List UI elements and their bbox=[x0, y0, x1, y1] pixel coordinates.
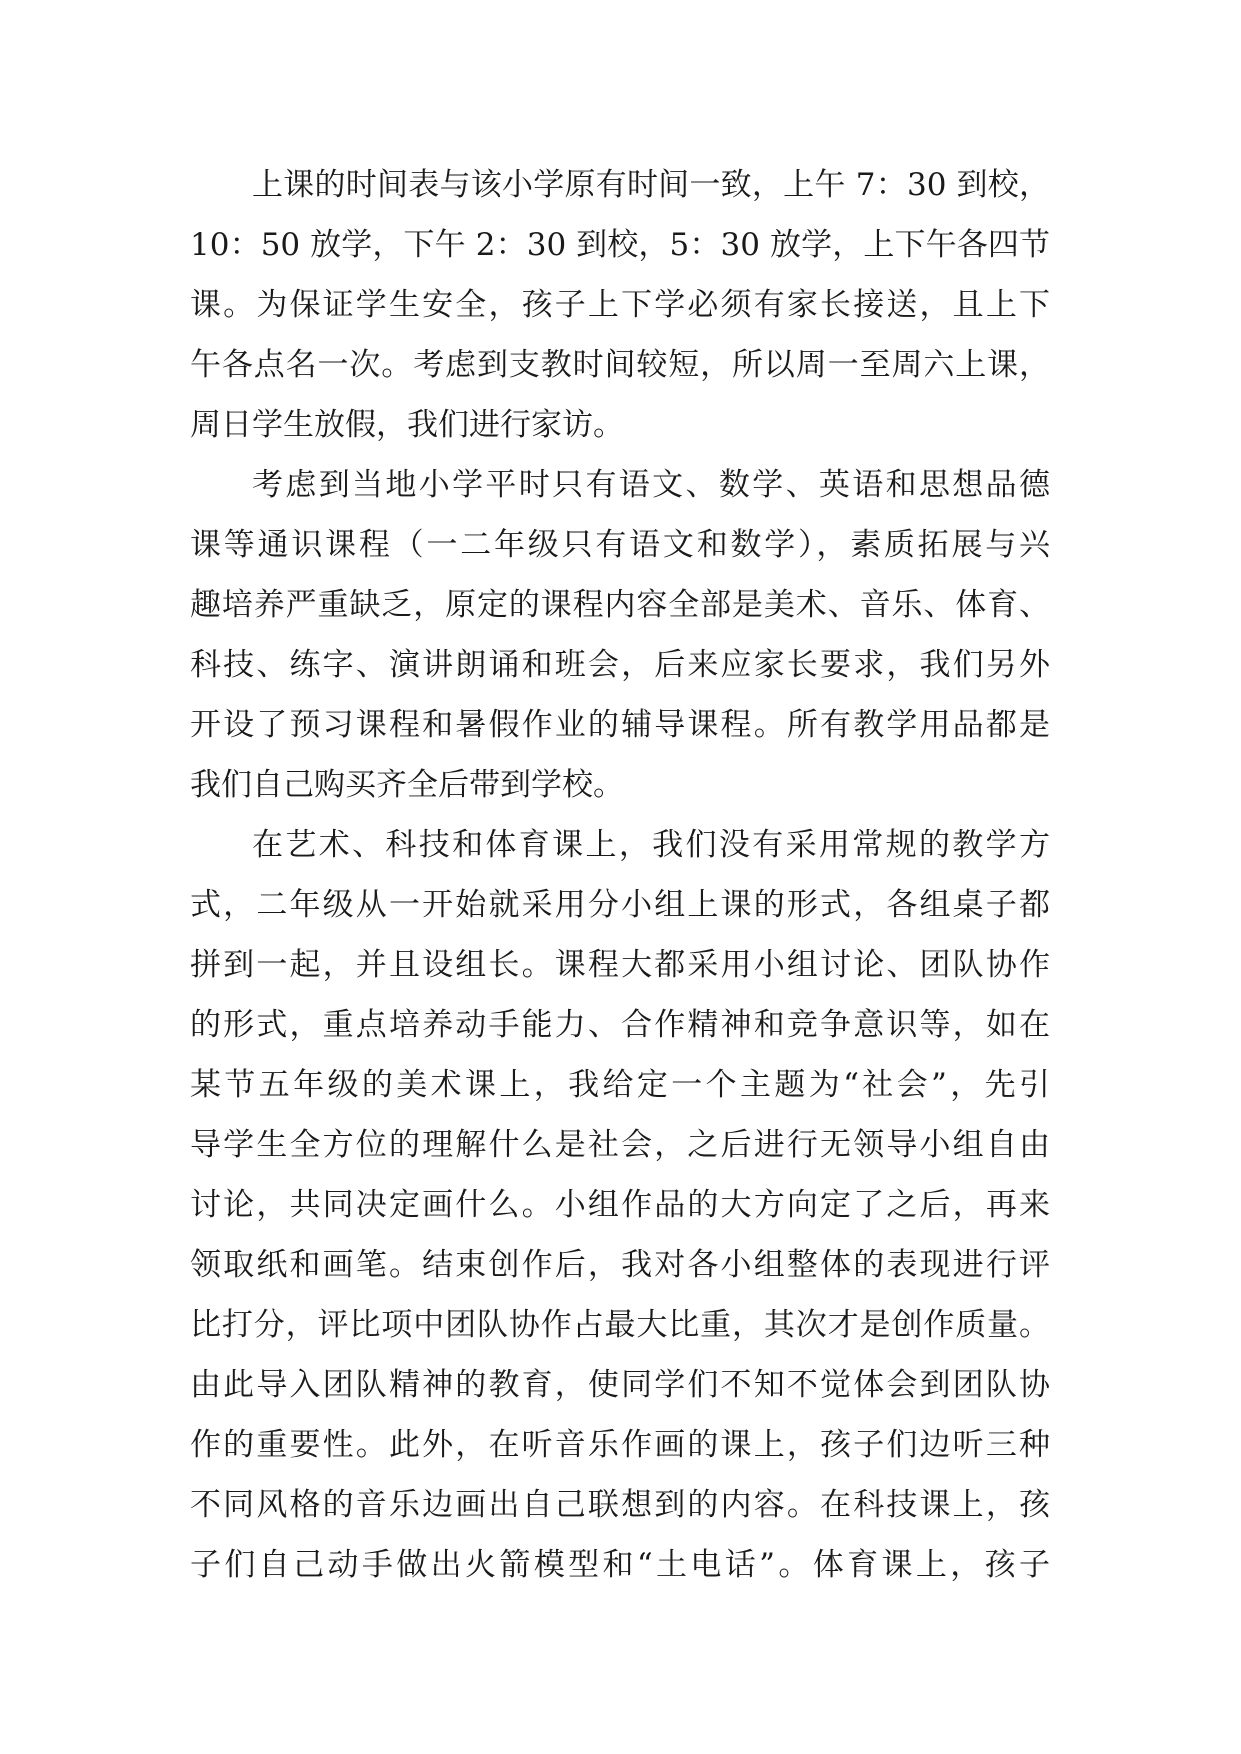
paragraph-2-line-3: 趣培养严重缺乏，原定的课程内容全部是美术、音乐、体育、 bbox=[190, 587, 1050, 623]
paragraph-3-line-11: 作的重要性。此外，在听音乐作画的课上，孩子们边听三种 bbox=[190, 1427, 1050, 1463]
paragraph-3-line-13: 子们自己动手做出火箭模型和“土电话”。体育课上，孩子 bbox=[190, 1547, 1050, 1583]
paragraph-2-line-5: 开设了预习课程和暑假作业的辅导课程。所有教学用品都是 bbox=[190, 707, 1050, 743]
paragraph-2-line-6: 我们自己购买齐全后带到学校。 bbox=[190, 767, 624, 803]
paragraph-2-line-4: 科技、练字、演讲朗诵和班会，后来应家长要求，我们另外 bbox=[190, 647, 1050, 683]
paragraph-1-line-2: 10：50 放学，下午 2：30 到校，5：30 放学，上下午各四节 bbox=[190, 227, 1050, 263]
paragraph-3-line-1: 在艺术、科技和体育课上，我们没有采用常规的教学方 bbox=[252, 827, 1050, 863]
paragraph-3-line-6: 导学生全方位的理解什么是社会，之后进行无领导小组自由 bbox=[190, 1127, 1050, 1163]
paragraph-3-line-4: 的形式，重点培养动手能力、合作精神和竞争意识等，如在 bbox=[190, 1007, 1050, 1043]
body-text bbox=[190, 155, 1050, 1595]
paragraph-3-line-9: 比打分，评比项中团队协作占最大比重，其次才是创作质量。 bbox=[190, 1307, 1050, 1343]
paragraph-3-line-2: 式，二年级从一开始就采用分小组上课的形式，各组桌子都 bbox=[190, 887, 1050, 923]
paragraph-2-line-2: 课等通识课程（一二年级只有语文和数学），素质拓展与兴 bbox=[190, 527, 1050, 563]
paragraph-2-line-1: 考虑到当地小学平时只有语文、数学、英语和思想品德 bbox=[252, 467, 1050, 503]
paragraph-3-line-7: 讨论，共同决定画什么。小组作品的大方向定了之后，再来 bbox=[190, 1187, 1050, 1223]
paragraph-3-line-12: 不同风格的音乐边画出自己联想到的内容。在科技课上，孩 bbox=[190, 1487, 1050, 1523]
paragraph-3-line-3: 拼到一起，并且设组长。课程大都采用小组讨论、团队协作 bbox=[190, 947, 1050, 983]
paragraph-1-line-3: 课。为保证学生安全，孩子上下学必须有家长接送，且上下 bbox=[190, 287, 1050, 323]
paragraph-3-line-10: 由此导入团队精神的教育，使同学们不知不觉体会到团队协 bbox=[190, 1367, 1050, 1403]
paragraph-1-line-5: 周日学生放假，我们进行家访。 bbox=[190, 407, 624, 443]
paragraph-3-line-8: 领取纸和画笔。结束创作后，我对各小组整体的表现进行评 bbox=[190, 1247, 1050, 1283]
paragraph-1-line-4: 午各点名一次。考虑到支教时间较短，所以周一至周六上课， bbox=[190, 347, 1050, 383]
paragraph-1-line-1: 上课的时间表与该小学原有时间一致，上午 7：30 到校， bbox=[252, 167, 1050, 203]
paragraph-3-line-5: 某节五年级的美术课上，我给定一个主题为“社会”，先引 bbox=[190, 1067, 1050, 1103]
